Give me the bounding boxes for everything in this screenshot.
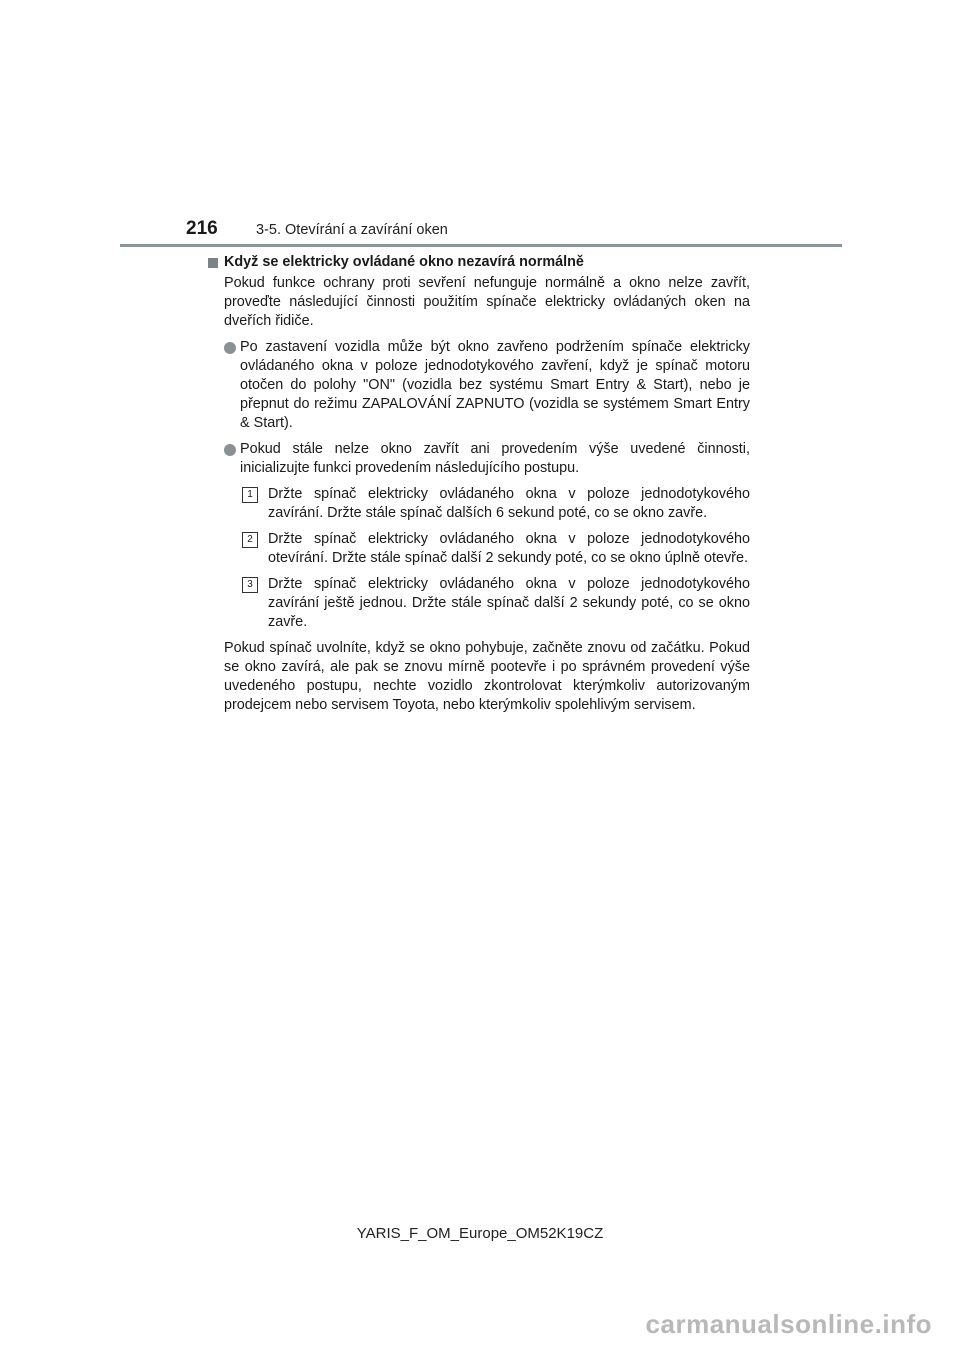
- step-number: 2: [242, 532, 258, 548]
- list-item: [208, 338, 750, 433]
- watermark-text: carmanualsonline.info: [645, 1309, 932, 1339]
- bullet-text: Po zastavení vozidla může být okno zavřeno podržením spínače elektricky ovládaného okna v poloze jednodotykového zavření, když je spínač motoru otočen do polohy "ON" (vozidla bez systému Smart Entry & Start), nebo je přepnut do režimu ZAPALOVÁNÍ ZAPNUTO (vozidla se systémem Smart Entry & Start).: [240, 339, 750, 431]
- square-bullet-icon: [208, 258, 218, 268]
- main-content: [208, 253, 750, 715]
- list-item: [208, 440, 750, 478]
- step-item: [208, 575, 750, 632]
- step-number: 1: [242, 487, 258, 503]
- outro-paragraph: Pokud spínač uvolníte, když se okno pohybuje, začněte znovu od začátku. Pokud se okno zavírá, ale pak se znovu mírně pootevře i po správném provedení výše uvedeného postupu, nechte vozidlo zkontrolovat kterýmkoliv autorizovaným prodejcem nebo servisem Toyota, nebo kterýmkoliv spolehlivým servisem.: [224, 640, 750, 713]
- step-text: Držte spínač elektricky ovládaného okna v poloze jednodotykového otevírání. Držte stále spínač další 2 sekundy poté, co se okno úplně otevře.: [268, 531, 750, 566]
- page-number: 216: [186, 218, 218, 239]
- circle-bullet-icon: [224, 342, 236, 354]
- step-text: Držte spínač elektricky ovládaného okna v poloze jednodotykového zavírání ještě jednou. Držte stále spínač další 2 sekundy poté, co se okno zavře.: [268, 576, 750, 630]
- heading-text: Když se elektricky ovládané okno nezavírá normálně: [224, 254, 584, 270]
- document-code: YARIS_F_OM_Europe_OM52K19CZ: [356, 1225, 604, 1242]
- step-number: 3: [242, 577, 258, 593]
- step-item: [208, 530, 750, 568]
- circle-bullet-icon: [224, 444, 236, 456]
- section-heading: [208, 253, 750, 272]
- bullet-text: Pokud stále nelze okno zavřít ani provedením výše uvedené činnosti, inicializujte funkci provedením následujícího postupu.: [240, 441, 750, 476]
- intro-paragraph: Pokud funkce ochrany proti sevření nefunguje normálně a okno nelze zavřít, proveďte následující činnosti použitím spínače elektricky ovládaných oken na dveřích řidiče.: [224, 275, 750, 329]
- page-header: [186, 218, 448, 240]
- step-item: [208, 485, 750, 523]
- header-divider: [120, 244, 842, 247]
- section-title: 3-5. Otevírání a zavírání oken: [256, 222, 448, 238]
- step-text: Držte spínač elektricky ovládaného okna v poloze jednodotykového zavírání. Držte stále spínač dalších 6 sekund poté, co se okno zavře.: [268, 486, 750, 521]
